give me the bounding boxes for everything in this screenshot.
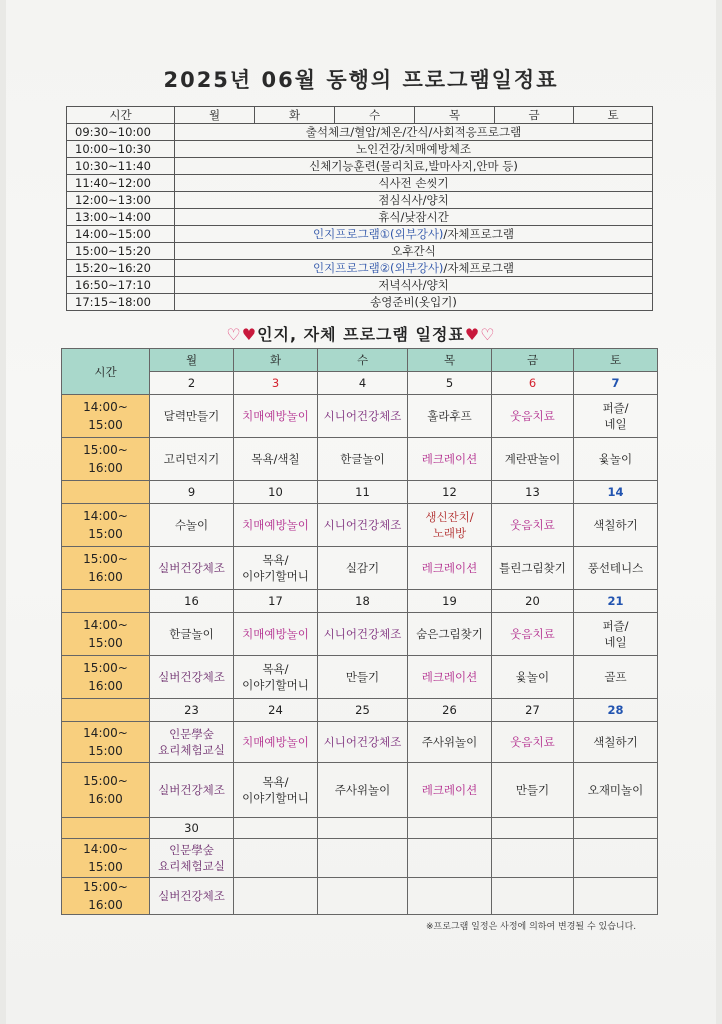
schedule-activity: 식사전 손씻기 [175, 175, 653, 192]
program-date: 17 [234, 590, 318, 613]
schedule-row [67, 260, 653, 277]
program-activity: 실버건강체조 [150, 547, 234, 590]
schedule-activity-external: 인지프로그램②(외부강사) [313, 261, 444, 275]
schedule-row [67, 141, 653, 158]
program-activity: 고리던지기 [150, 438, 234, 481]
schedule-row [67, 124, 653, 141]
program-activity: 인문學숲 요리체험교실 [150, 722, 234, 763]
program-date: 4 [318, 372, 408, 395]
program-time-slot: 14:00~ 15:00 [62, 395, 150, 438]
schedule-time: 16:50~17:10 [67, 277, 175, 294]
program-time-slot: 15:00~ 16:00 [62, 656, 150, 699]
program-date: 27 [492, 699, 574, 722]
program-slot-row [62, 763, 658, 818]
program-activity: 실버건강체조 [150, 656, 234, 699]
program-activity: 오재미놀이 [574, 763, 658, 818]
program-header-wed: 수 [318, 349, 408, 372]
program-date: 11 [318, 481, 408, 504]
schedule-activity: 출석체크/혈압/체온/간식/사회적응프로그램 [175, 124, 653, 141]
program-date: 14 [574, 481, 658, 504]
program-slot-row [62, 656, 658, 699]
program-activity [234, 839, 318, 878]
program-activity: 생신잔치/ 노래방 [408, 504, 492, 547]
program-date [234, 818, 318, 839]
schedule-header-wed: 수 [335, 107, 415, 124]
program-time-slot: 14:00~ 15:00 [62, 839, 150, 878]
program-slot-row [62, 613, 658, 656]
page-title: 2025년 06월 동행의 프로그램일정표 [163, 68, 559, 92]
program-slot-row [62, 878, 658, 915]
program-activity: 시니어건강체조 [318, 613, 408, 656]
program-activity: 훌라후프 [408, 395, 492, 438]
schedule-header-fri: 금 [495, 107, 574, 124]
program-activity [492, 878, 574, 915]
program-activity: 시니어건강체조 [318, 722, 408, 763]
program-header-thu: 목 [408, 349, 492, 372]
program-activity: 풍선테니스 [574, 547, 658, 590]
program-slot-row [62, 547, 658, 590]
program-date: 30 [150, 818, 234, 839]
program-date-row [62, 590, 658, 613]
program-slot-row [62, 722, 658, 763]
program-header-sat: 토 [574, 349, 658, 372]
schedule-time: 14:00~15:00 [67, 226, 175, 243]
program-date: 2 [150, 372, 234, 395]
program-time-blank [62, 818, 150, 839]
schedule-activity [175, 226, 653, 243]
program-table [61, 348, 658, 915]
program-header-tue: 화 [234, 349, 318, 372]
program-time-blank [62, 590, 150, 613]
program-activity: 색칠하기 [574, 504, 658, 547]
schedule-activity-internal: /자체프로그램 [443, 227, 514, 241]
schedule-activity: 점심식사/양치 [175, 192, 653, 209]
program-activity [318, 839, 408, 878]
program-header-mon: 월 [150, 349, 234, 372]
schedule-header-time: 시간 [67, 107, 175, 124]
program-activity: 목욕/ 이야기할머니 [234, 656, 318, 699]
schedule-row [67, 158, 653, 175]
program-activity [574, 839, 658, 878]
program-activity: 윷놀이 [492, 656, 574, 699]
program-date: 21 [574, 590, 658, 613]
program-activity: 퍼즐/ 네일 [574, 613, 658, 656]
heart-outline-icon: ♡ [226, 325, 242, 344]
schedule-header-sat: 토 [574, 107, 653, 124]
schedule-activity: 오후간식 [175, 243, 653, 260]
program-activity: 실감기 [318, 547, 408, 590]
program-date: 18 [318, 590, 408, 613]
program-time-blank [62, 699, 150, 722]
program-date: 19 [408, 590, 492, 613]
program-time-slot: 15:00~ 16:00 [62, 763, 150, 818]
program-date: 28 [574, 699, 658, 722]
program-date: 25 [318, 699, 408, 722]
program-activity [408, 839, 492, 878]
program-activity: 계란판놀이 [492, 438, 574, 481]
schedule-activity [175, 260, 653, 277]
program-activity: 주사위놀이 [318, 763, 408, 818]
program-activity: 실버건강체조 [150, 763, 234, 818]
program-activity: 색칠하기 [574, 722, 658, 763]
program-date-row [62, 481, 658, 504]
schedule-header-row [67, 107, 653, 124]
program-activity: 목욕/ 이야기할머니 [234, 763, 318, 818]
program-time-slot: 15:00~ 16:00 [62, 878, 150, 915]
schedule-activity: 신체기능훈련(물리치료,발마사지,안마 등) [175, 158, 653, 175]
program-slot-row [62, 395, 658, 438]
program-date: 9 [150, 481, 234, 504]
schedule-header-mon: 월 [175, 107, 255, 124]
program-date-row [62, 372, 658, 395]
program-activity: 달력만들기 [150, 395, 234, 438]
heart-filled-icon: ♥ [464, 325, 481, 344]
program-date: 3 [234, 372, 318, 395]
program-date: 6 [492, 372, 574, 395]
program-activity: 치매예방놀이 [234, 504, 318, 547]
program-date: 16 [150, 590, 234, 613]
program-date [318, 818, 408, 839]
schedule-activity-external: 인지프로그램①(외부강사) [313, 227, 444, 241]
program-date: 13 [492, 481, 574, 504]
schedule-time: 15:00~15:20 [67, 243, 175, 260]
program-subtitle [0, 322, 722, 345]
heart-filled-icon: ♥ [241, 325, 258, 344]
program-date: 5 [408, 372, 492, 395]
program-activity [492, 839, 574, 878]
program-slot-row [62, 438, 658, 481]
schedule-row [67, 277, 653, 294]
program-time-slot: 14:00~ 15:00 [62, 722, 150, 763]
program-time-blank [62, 481, 150, 504]
program-date: 7 [574, 372, 658, 395]
schedule-row [67, 226, 653, 243]
program-activity: 목욕/색칠 [234, 438, 318, 481]
program-activity: 주사위놀이 [408, 722, 492, 763]
program-date: 20 [492, 590, 574, 613]
schedule-row [67, 175, 653, 192]
program-activity: 시니어건강체조 [318, 395, 408, 438]
schedule-row [67, 192, 653, 209]
program-date-row [62, 699, 658, 722]
program-activity: 치매예방놀이 [234, 395, 318, 438]
program-time-slot: 15:00~ 16:00 [62, 547, 150, 590]
subtitle-text: 인지, 자체 프로그램 일정표 [257, 325, 465, 344]
program-activity: 레크레이션 [408, 656, 492, 699]
program-activity: 목욕/ 이야기할머니 [234, 547, 318, 590]
program-header-row [62, 349, 658, 372]
program-activity: 레크레이션 [408, 547, 492, 590]
program-activity: 웃음치료 [492, 722, 574, 763]
program-date: 10 [234, 481, 318, 504]
schedule-activity-internal: /자체프로그램 [443, 261, 514, 275]
schedule-header-thu: 목 [415, 107, 495, 124]
schedule-change-note: ※프로그램 일정은 사정에 의하여 변경될 수 있습니다. [426, 922, 637, 932]
program-activity: 퍼즐/ 네일 [574, 395, 658, 438]
program-activity: 윷놀이 [574, 438, 658, 481]
program-activity: 만들기 [318, 656, 408, 699]
schedule-row [67, 294, 653, 311]
program-activity: 레크레이션 [408, 438, 492, 481]
program-activity [574, 878, 658, 915]
schedule-activity: 송영준비(옷입기) [175, 294, 653, 311]
program-date [408, 818, 492, 839]
schedule-time: 15:20~16:20 [67, 260, 175, 277]
program-slot-row [62, 839, 658, 878]
program-activity: 웃음치료 [492, 504, 574, 547]
schedule-activity: 휴식/낮잠시간 [175, 209, 653, 226]
program-activity: 레크레이션 [408, 763, 492, 818]
program-activity: 한글놀이 [150, 613, 234, 656]
schedule-time: 13:00~14:00 [67, 209, 175, 226]
schedule-row [67, 209, 653, 226]
program-slot-row [62, 504, 658, 547]
schedule-activity: 노인건강/치매예방체조 [175, 141, 653, 158]
schedule-time: 09:30~10:00 [67, 124, 175, 141]
program-date: 12 [408, 481, 492, 504]
schedule-time: 17:15~18:00 [67, 294, 175, 311]
program-activity: 치매예방놀이 [234, 722, 318, 763]
program-activity: 수놀이 [150, 504, 234, 547]
schedule-time: 12:00~13:00 [67, 192, 175, 209]
program-header-fri: 금 [492, 349, 574, 372]
program-time-slot: 14:00~ 15:00 [62, 613, 150, 656]
program-activity: 숨은그림찾기 [408, 613, 492, 656]
program-date: 24 [234, 699, 318, 722]
program-date [574, 818, 658, 839]
schedule-row [67, 243, 653, 260]
program-date: 23 [150, 699, 234, 722]
program-activity: 실버건강체조 [150, 878, 234, 915]
heart-outline-icon: ♡ [480, 325, 496, 344]
program-activity: 웃음치료 [492, 613, 574, 656]
daily-schedule-table [66, 106, 653, 311]
program-date [492, 818, 574, 839]
program-activity: 웃음치료 [492, 395, 574, 438]
schedule-time: 10:30~11:40 [67, 158, 175, 175]
program-activity: 만들기 [492, 763, 574, 818]
schedule-header-tue: 화 [255, 107, 335, 124]
program-header-time: 시간 [62, 349, 150, 395]
program-activity: 한글놀이 [318, 438, 408, 481]
program-date: 26 [408, 699, 492, 722]
schedule-time: 11:40~12:00 [67, 175, 175, 192]
program-activity [234, 878, 318, 915]
program-time-slot: 14:00~ 15:00 [62, 504, 150, 547]
program-activity: 틀린그림찾기 [492, 547, 574, 590]
program-activity [408, 878, 492, 915]
schedule-activity: 저녁식사/양치 [175, 277, 653, 294]
program-activity: 인문學숲 요리체험교실 [150, 839, 234, 878]
program-activity: 골프 [574, 656, 658, 699]
program-activity [318, 878, 408, 915]
schedule-time: 10:00~10:30 [67, 141, 175, 158]
program-time-slot: 15:00~ 16:00 [62, 438, 150, 481]
program-activity: 치매예방놀이 [234, 613, 318, 656]
program-activity: 시니어건강체조 [318, 504, 408, 547]
program-date-row [62, 818, 658, 839]
